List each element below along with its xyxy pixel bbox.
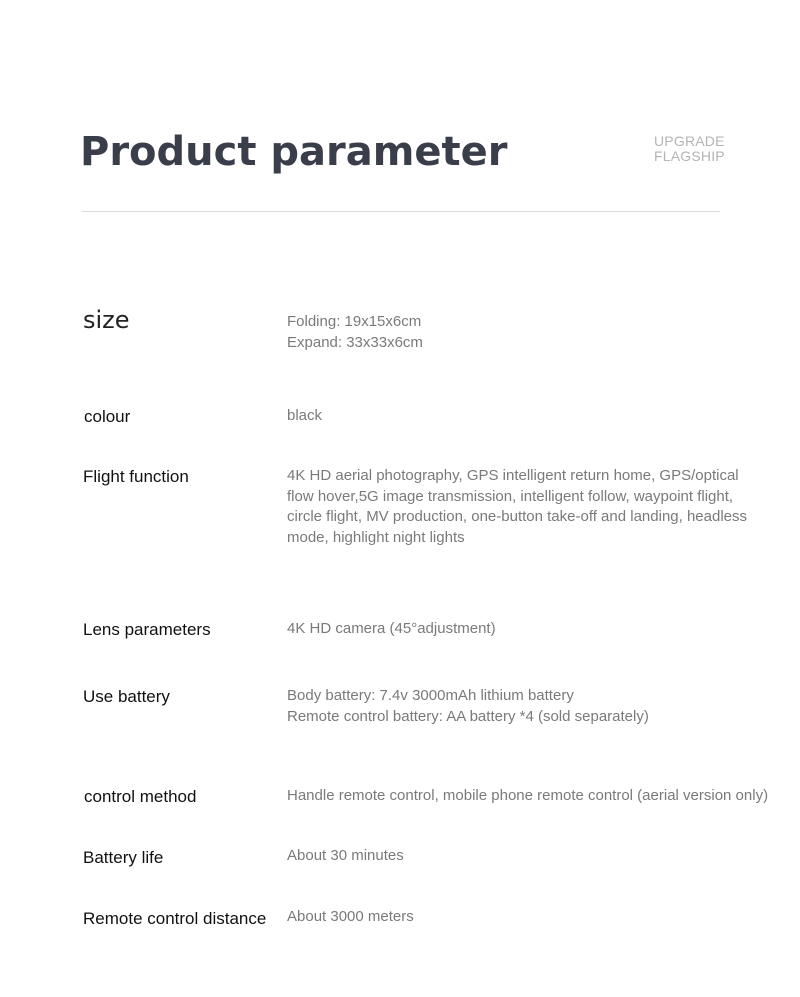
param-value-colour: [287, 406, 767, 427]
param-label-lens: Lens parameters: [83, 620, 211, 639]
param-label-control-method: control method: [84, 787, 197, 806]
value-line: About 3000 meters: [287, 908, 414, 925]
param-label-size: size: [83, 306, 130, 334]
value-line: About 30 minutes: [287, 847, 404, 864]
value-line: black: [287, 407, 323, 424]
param-value-battery: [287, 686, 767, 727]
param-value-battery-life: [287, 846, 767, 867]
value-line: Folding: 19x15x6cm: [287, 313, 422, 330]
page-title: Product parameter: [80, 129, 508, 175]
param-label-battery: Use battery: [83, 687, 170, 706]
value-line: mode, highlight night lights: [287, 528, 465, 546]
param-value-control-method: [287, 786, 767, 807]
param-label-flight-function: Flight function: [83, 467, 189, 486]
param-value-distance: [287, 907, 767, 928]
param-label-distance: Remote control distance: [83, 909, 267, 928]
param-value-size: [287, 312, 767, 353]
value-line: 4K HD camera (45°adjustment): [287, 620, 496, 637]
value-line: 4K HD aerial photography, GPS intelligent return home, GPS/optical: [287, 467, 739, 484]
value-line: Handle remote control, mobile phone remote control (aerial version only): [287, 787, 769, 804]
value-line: Expand: 33x33x6cm: [287, 333, 423, 351]
badge-line-1: UPGRADE: [654, 133, 725, 149]
value-line: flow hover,5G image transmission, intelligent follow, waypoint flight,: [287, 487, 734, 505]
value-line: Body battery: 7.4v 3000mAh lithium battery: [287, 687, 574, 704]
param-value-lens: [287, 619, 767, 640]
badge-line-2: FLAGSHIP: [654, 148, 725, 164]
param-label-colour: colour: [84, 407, 131, 426]
value-line: Remote control battery: AA battery *4 (sold separately): [287, 707, 649, 725]
param-value-flight-function: [287, 466, 767, 548]
header-divider: [82, 211, 720, 212]
value-line: circle flight, MV production, one-button take-off and landing, headless: [287, 508, 748, 525]
param-label-battery-life: Battery life: [83, 848, 164, 867]
upgrade-flagship-badge: [654, 134, 725, 164]
